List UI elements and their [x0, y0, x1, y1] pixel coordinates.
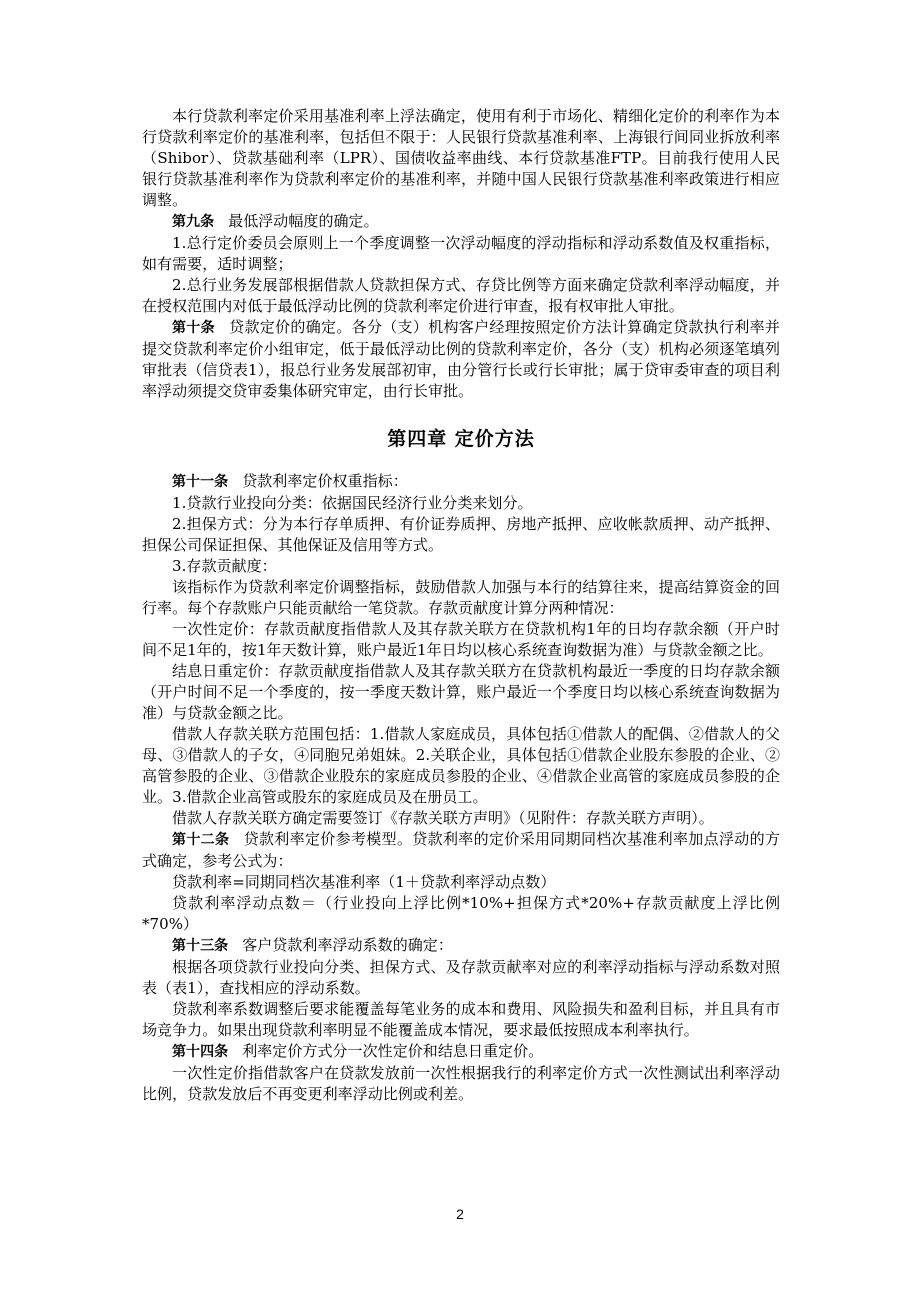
paragraph: 3.存款贡献度：: [172, 557, 277, 575]
paragraph: 贷款利率系数调整后要求能覆盖每笔业务的成本和费用、风险损失和盈利目标，并且具有市场竞争力。如果出现贷款利率明显不能覆盖成本情况，要求最低按照成本利率执行。: [142, 1000, 780, 1039]
paragraph: 借款人存款关联方确定需要签订《存款关联方声明》（见附件：存款关联方声明）。: [172, 809, 714, 827]
article-10: [142, 317, 780, 402]
article-label: 第十二条: [172, 832, 230, 848]
article-text: 贷款利率定价权重指标：: [242, 472, 408, 490]
article-label: 第十条: [172, 320, 215, 336]
article-14: [142, 1041, 780, 1063]
paragraph: 一次性定价指借款客户在贷款发放前一次性根据我行的利率定价方式一次性测试出利率浮动比例，贷款发放后不再变更利率浮动比例或利差。: [142, 1064, 780, 1103]
article-9: [142, 211, 780, 233]
chapter-heading: 第四章 定价方法: [387, 428, 535, 450]
paragraph: 1.贷款行业投向分类：依据国民经济行业分类来划分。: [172, 494, 533, 512]
article-text: 贷款定价的确定。各分（支）机构客户经理按照定价方法计算确定贷款执行利率并提交贷款利率定价小组审定，低于最低浮动比例的贷款利率定价，各分（支）机构必须逐笔填列审批表（信贷表1），报总行业务发展部初审，由分管行长或行长审批；属于贷审委审查的项目利率浮动须提交贷审委集体研究审定，由行长审批。: [142, 318, 780, 400]
formula: 贷款利率浮动点数＝（行业投向上浮比例*10%+担保方式*20%+存款贡献度上浮比例*70%）: [142, 894, 780, 933]
paragraph: 2.总行业务发展部根据借款人贷款担保方式、存贷比例等方面来确定贷款利率浮动幅度，并在授权范围内对低于最低浮动比例的贷款利率定价进行审查，报有权审批人审批。: [142, 276, 780, 315]
paragraph: 借款人存款关联方范围包括：1.借款人家庭成员，具体包括①借款人的配偶、②借款人的父母、③借款人的子女，④同胞兄弟姐妹。2.关联企业，具体包括①借款企业股东参股的企业、②高管参股的企业、③借款企业股东的家庭成员参股的企业、④借款企业高管的家庭成员参股的企业。3.借款企业高管或股东的家庭成员及在册员工。: [142, 725, 780, 806]
article-text: 贷款利率定价参考模型。贷款利率的定价采用同期同档次基准利率加点浮动的方式确定，参考公式为：: [142, 830, 780, 870]
article-11: [142, 471, 780, 493]
paragraph: 根据各项贷款行业投向分类、担保方式、及存款贡献率对应的利率浮动指标与浮动系数对照表（表1），查找相应的浮动系数。: [142, 958, 780, 997]
article-label: 第十四条: [172, 1044, 229, 1060]
article-label: 第十一条: [172, 474, 229, 490]
article-13: [142, 935, 780, 957]
article-12: [142, 829, 780, 872]
document-body: [142, 106, 780, 1105]
article-text: 利率定价方式分一次性定价和结息日重定价。: [242, 1042, 544, 1060]
paragraph: 该指标作为贷款利率定价调整指标，鼓励借款人加强与本行的结算往来，提高结算资金的回行率。每个存款账户只能贡献给一笔贷款。存款贡献度计算分两种情况：: [142, 578, 780, 617]
paragraph: 结息日重定价：存款贡献度指借款人及其存款关联方在贷款机构最近一季度的日均存款余额（开户时间不足一个季度的，按一季度天数计算，账户最近一个季度日均以核心系统查询数据为准）与贷款金额之比。: [142, 662, 780, 722]
paragraph: 2.担保方式：分为本行存单质押、有价证券质押、房地产抵押、应收帐款质押、动产抵押、担保公司保证担保、其他保证及信用等方式。: [142, 515, 780, 554]
article-label: 第九条: [172, 214, 215, 230]
article-text: 最低浮动幅度的确定。: [228, 212, 379, 230]
paragraph: 一次性定价：存款贡献度指借款人及其存款关联方在贷款机构1年的日均存款余额（开户时间不足1年的，按1年天数计算，账户最近1年日均以核心系统查询数据为准）与贷款金额之比。: [142, 620, 780, 659]
paragraph: 本行贷款利率定价采用基准利率上浮法确定，使用有利于市场化、精细化定价的利率作为本行贷款利率定价的基准利率，包括但不限于：人民银行贷款基准利率、上海银行间同业拆放利率（Shibor）、贷款基础利率（LPR）、国债收益率曲线、本行贷款基准FTP。目前我行使用人民银行贷款基准利率作为贷款利率定价的基准利率，并随中国人民银行贷款基准利率政策进行相应调整。: [142, 107, 780, 209]
page-number: 2: [456, 1206, 464, 1222]
article-label: 第十三条: [172, 938, 229, 954]
paragraph: 1.总行定价委员会原则上一个季度调整一次浮动幅度的浮动指标和浮动系数值及权重指标，如有需要，适时调整；: [142, 234, 780, 273]
formula: 贷款利率=同期同档次基准利率（1＋贷款利率浮动点数）: [172, 873, 556, 891]
article-text: 客户贷款利率浮动系数的确定：: [242, 936, 453, 954]
